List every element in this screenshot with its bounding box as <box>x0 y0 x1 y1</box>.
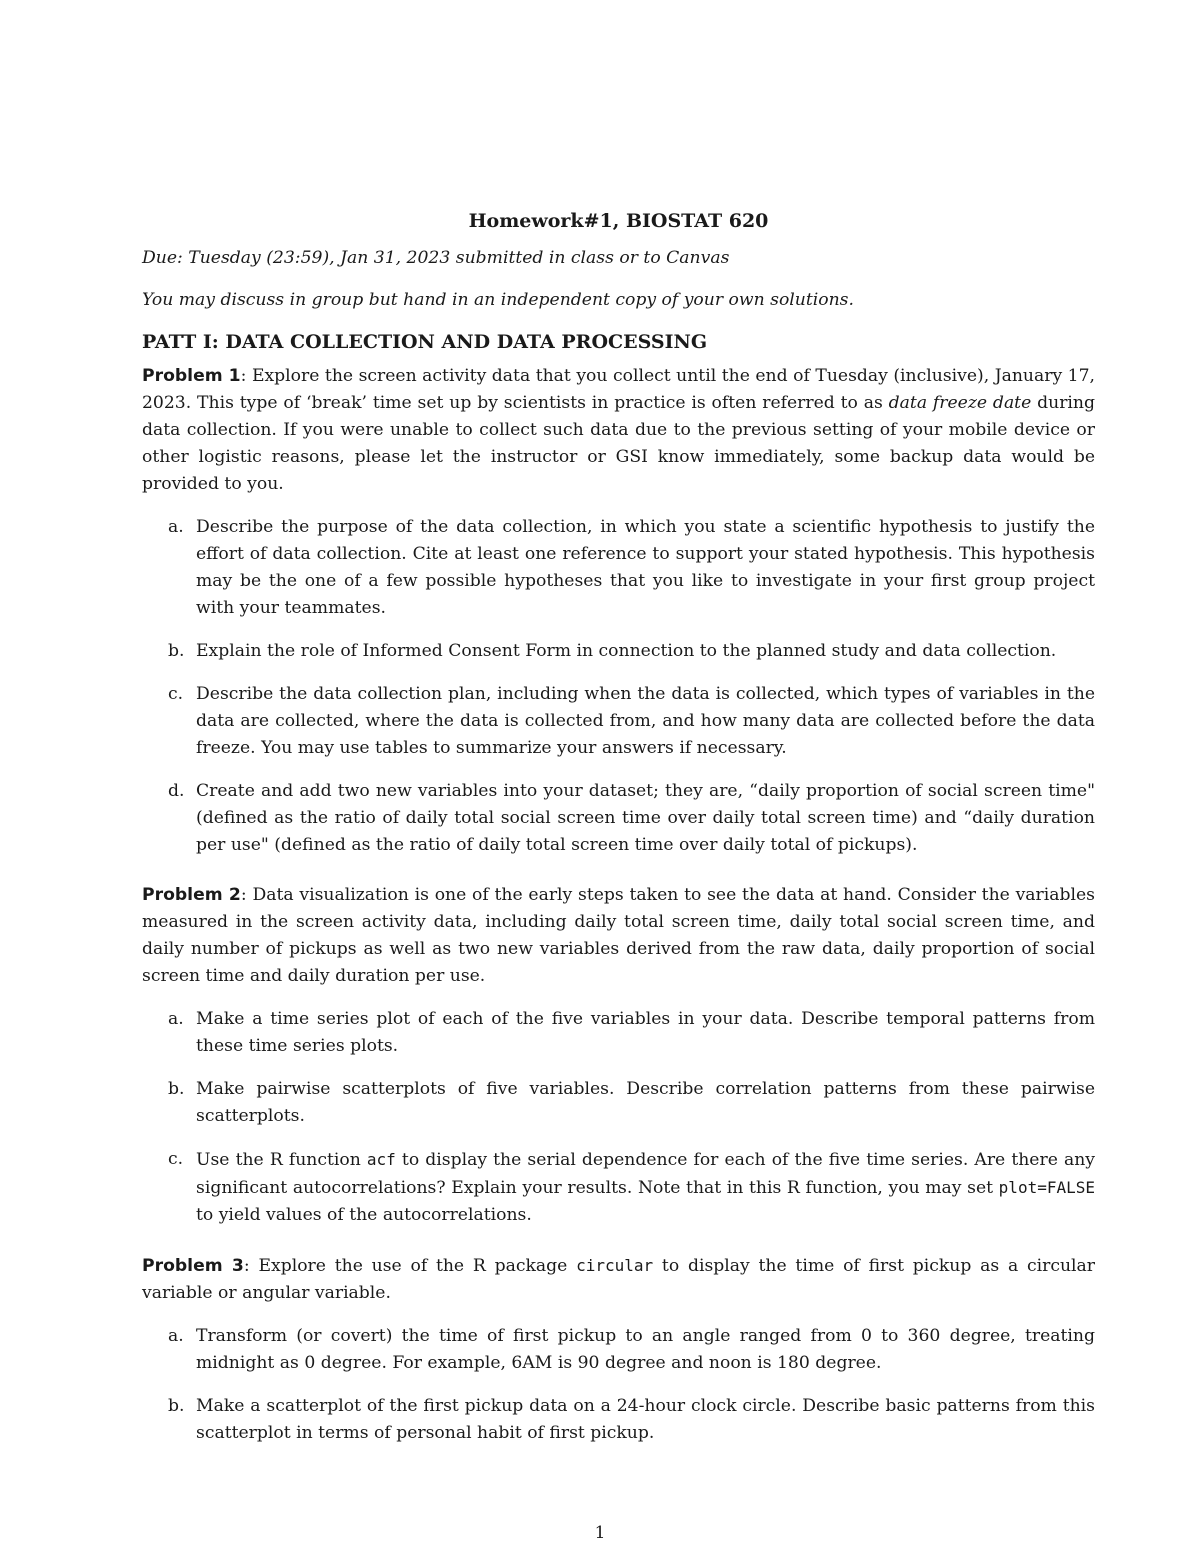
code-circular: circular <box>576 1256 654 1275</box>
item-marker: a. <box>168 1009 184 1029</box>
list-item <box>142 514 1095 622</box>
item-marker: c. <box>168 684 184 704</box>
code-acf: acf <box>366 1150 396 1169</box>
item-marker: a. <box>168 517 184 537</box>
title-wrap <box>142 208 1095 235</box>
due-date-line: Due: Tuesday (23:59), Jan 31, 2023 submitted in class or to Canvas <box>142 248 730 268</box>
problem-2-items <box>142 1006 1095 1229</box>
code-plot-false: plot=FALSE <box>998 1178 1095 1197</box>
problem-3-intro <box>142 1252 1095 1307</box>
problem-2-intro <box>142 882 1095 990</box>
page-number: 1 <box>594 1523 606 1543</box>
list-item <box>142 1006 1095 1060</box>
list-item <box>142 681 1095 762</box>
problem-3 <box>142 1252 1095 1447</box>
problem-3-items <box>142 1323 1095 1447</box>
item-text: Describe the purpose of the data collection, in which you state a scientific hypothesis to justify the effort of data collection. Cite at least one reference to support your stated hypothesis. This hypothesis may be the one of a few possible hypotheses that you like to investigate in your first group project with your teammates. <box>196 517 1095 618</box>
problem-2 <box>142 882 1095 1229</box>
list-item <box>142 1323 1095 1377</box>
problem-1-items <box>142 514 1095 859</box>
problem-2-intro-text: : Data visualization is one of the early steps taken to see the data at hand. Consider the variables measured in the screen activity data, including daily total screen time, daily total social screen time, and daily number of pickups as well as two new variables derived from the raw data, daily proportion of social screen time and daily duration per use. <box>142 885 1095 986</box>
problem-1-intro-a: : Explore the screen activity data that you collect until the end of Tuesday (inclusive), January 17, 2023. This type of ‘break’ time set up by scientists in practice is often referred to as <box>142 366 1095 413</box>
problem-3-label: Problem 3 <box>142 1256 244 1276</box>
item-text-a: Use the R function <box>196 1150 367 1170</box>
problem-1-label: Problem 1 <box>142 366 241 386</box>
item-text-c: to yield values of the autocorrelations. <box>196 1205 532 1225</box>
problem-1-intro <box>142 363 1095 498</box>
list-item <box>142 1146 1095 1229</box>
item-text: Make a scatterplot of the first pickup data on a 24-hour clock circle. Describe basic patterns from this scatterplot in terms of personal habit of first pickup. <box>196 1396 1095 1443</box>
item-text: Make pairwise scatterplots of five variables. Describe correlation patterns from these pairwise scatterplots. <box>196 1079 1095 1126</box>
item-text: Describe the data collection plan, including when the data is collected, which types of variables in the data are collected, where the data is collected from, and how many data are collected before the data freeze. You may use tables to summarize your answers if necessary. <box>196 684 1095 758</box>
list-item <box>142 778 1095 859</box>
item-marker: b. <box>168 1079 185 1099</box>
problem-3-intro-a: : Explore the use of the R package <box>243 1256 577 1276</box>
item-text-b: to display the serial dependence for each of the five time series. Are there any significant autocorrelations? Explain your results. Note that in this R function, you may set <box>196 1150 1095 1198</box>
item-text: Transform (or covert) the time of first pickup to an angle ranged from 0 to 360 degree, treating midnight as 0 degree. For example, 6AM is 90 degree and noon is 180 degree. <box>196 1326 1095 1373</box>
problem-1-intro-emphasis: data freeze date <box>888 393 1032 413</box>
list-item <box>142 1393 1095 1447</box>
item-marker: d. <box>168 781 185 801</box>
problem-3-intro-b: to display the time of first pickup as a circular variable or angular variable. <box>142 1256 1095 1303</box>
problem-2-label: Problem 2 <box>142 885 241 905</box>
item-text: Create and add two new variables into your dataset; they are, “daily proportion of social screen time" (defined as the ratio of daily total social screen time over daily total screen time) and “daily duration per use" (defined as the ratio of daily total screen time over daily total of pickups). <box>196 781 1095 855</box>
page-title: Homework#1, BIOSTAT 620 <box>468 210 769 232</box>
item-marker: b. <box>168 641 185 661</box>
item-marker: c. <box>168 1149 184 1169</box>
item-marker: a. <box>168 1326 184 1346</box>
problem-1 <box>142 363 1095 859</box>
list-item <box>142 638 1095 665</box>
document-body <box>142 208 1095 1463</box>
item-text: Make a time series plot of each of the five variables in your data. Describe temporal patterns from these time series plots. <box>196 1009 1095 1056</box>
problem-1-intro-b: during data collection. If you were unable to collect such data due to the previous setting of your mobile device or other logistic reasons, please let the instructor or GSI know immediately, some backup data would be provided to you. <box>142 393 1095 494</box>
item-text: Explain the role of Informed Consent Form in connection to the planned study and data collection. <box>196 641 1057 661</box>
list-item <box>142 1076 1095 1130</box>
collaboration-policy: You may discuss in group but hand in an independent copy of your own solutions. <box>142 290 854 310</box>
item-marker: b. <box>168 1396 185 1416</box>
section-heading: PATT I: DATA COLLECTION AND DATA PROCESSING <box>142 331 708 353</box>
